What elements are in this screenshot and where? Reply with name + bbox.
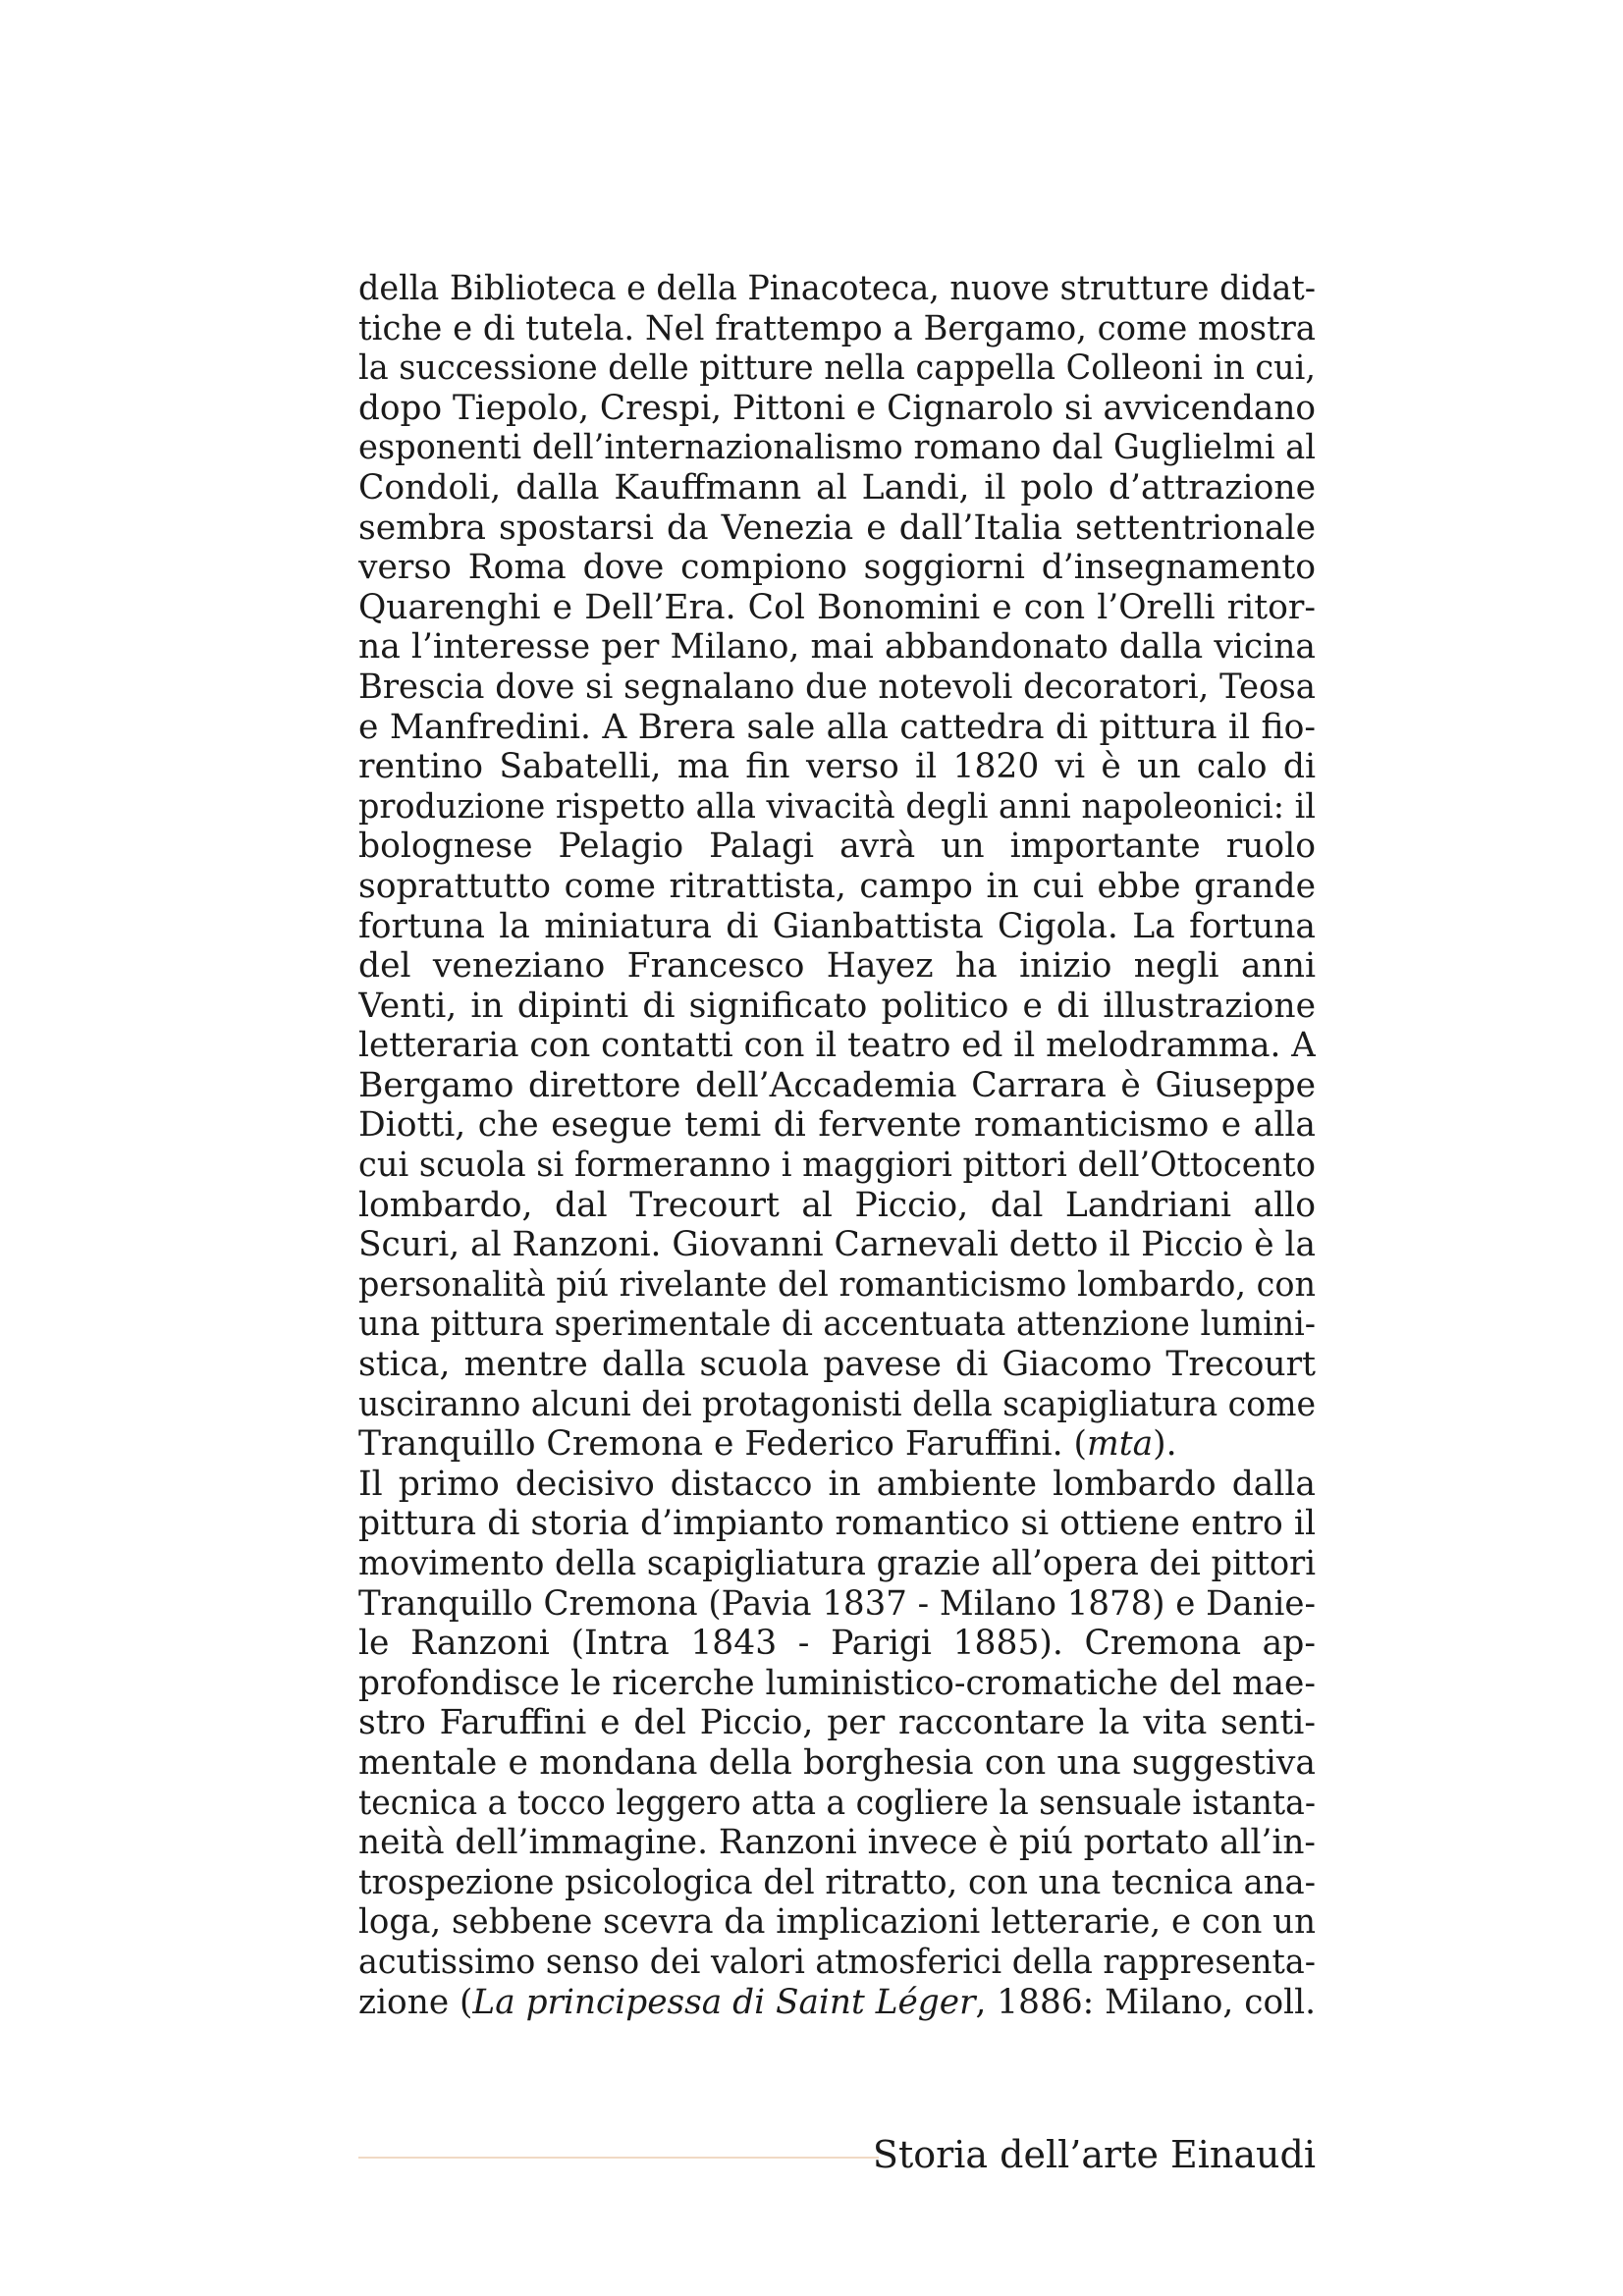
text-line (358, 907, 1316, 947)
text-line (358, 1265, 1316, 1306)
text-line (358, 1902, 1316, 1943)
text-segment: Tranquillo Cremona (Pavia 1837 - Milano 1878) e Danie- (358, 1583, 1316, 1624)
text-segment: una pittura sperimentale di accentuata attenzione lumini- (358, 1305, 1316, 1345)
text-segment: del veneziano Francesco Hayez ha inizio negli anni (358, 946, 1316, 987)
text-line (358, 1385, 1316, 1425)
text-line (358, 1544, 1316, 1584)
text-segment: letteraria con contatti con il teatro ed il melodramma. A (358, 1026, 1316, 1066)
text-segment: soprattutto come ritrattista, campo in cui ebbe grande (358, 866, 1316, 906)
text-segment: e Manfredini. A Brera sale alla cattedra di pittura il fio- (358, 707, 1316, 747)
text-line (358, 309, 1316, 349)
text-line (358, 1225, 1316, 1265)
text-line (358, 508, 1316, 549)
text-segment: fortuna la miniatura di Gianbattista Cigola. La fortuna (358, 906, 1316, 946)
text-segment: neità dell’immagine. Ranzoni invece è piú portato all’in- (358, 1823, 1316, 1863)
text-line (358, 747, 1316, 787)
text-line (358, 1186, 1316, 1226)
text-segment: rentino Sabatelli, ma fin verso il 1820 vi è un calo di (358, 747, 1316, 787)
text-segment: esponenti dell’internazionalismo romano dal Guglielmi al (358, 428, 1316, 468)
text-segment: tiche e di tutela. Nel frattempo a Bergamo, come mostra (358, 308, 1316, 348)
text-segment: zione ( (358, 1982, 473, 2022)
text-segment: Scuri, al Ranzoni. Giovanni Carnevali detto il Piccio è la (358, 1225, 1316, 1265)
text-segment: la successione delle pitture nella cappella Colleoni in cui, (358, 348, 1316, 389)
text-line (358, 627, 1316, 667)
footer-rule (358, 2157, 879, 2159)
text-segment: ). (1153, 1424, 1177, 1465)
text-line (358, 1305, 1316, 1345)
text-line (358, 867, 1316, 907)
text-segment: tecnica a tocco leggero atta a cogliere la sensuale istanta- (358, 1783, 1316, 1823)
text-segment: mentale e mondana della borghesia con una suggestiva (358, 1742, 1316, 1783)
text-line (358, 588, 1316, 628)
text-segment: usciranno alcuni dei protagonisti della scapigliatura come (358, 1384, 1316, 1424)
text-segment: personalità piú rivelante del romanticismo lombardo, con (358, 1264, 1316, 1305)
text-segment: na l’interesse per Milano, mai abbandonato dalla vicina (358, 627, 1316, 667)
text-segment: pittura di storia d’impianto romantico si ottiene entro il (358, 1504, 1316, 1544)
text-segment: lombardo, dal Trecourt al Piccio, dal Landriani allo (358, 1185, 1316, 1225)
text-segment: stro Faruffini e del Piccio, per raccontare la vita senti- (358, 1703, 1316, 1743)
text-segment: Brescia dove si segnalano due notevoli decoratori, Teosa (358, 667, 1316, 707)
text-segment: acutissimo senso dei valori atmosferici della rappresenta- (358, 1942, 1316, 1982)
text-line (358, 1863, 1316, 1903)
text-line (358, 348, 1316, 389)
text-segment: bolognese Pelagio Palagi avrà un importante ruolo (358, 827, 1316, 867)
text-line (358, 389, 1316, 429)
text-segment: Diotti, che esegue temi di fervente romanticismo e alla (358, 1105, 1316, 1146)
text-line (358, 1743, 1316, 1784)
text-segment: loga, sebbene scevra da implicazioni letterarie, e con un (358, 1902, 1316, 1943)
text-line (358, 548, 1316, 588)
text-segment: cui scuola si formeranno i maggiori pittori dell’Ottocento (358, 1146, 1316, 1186)
text-line (358, 1823, 1316, 1863)
text-line (358, 1066, 1316, 1106)
text-line (358, 1146, 1316, 1186)
text-segment: profondisce le ricerche luministico-cromatiche del mae- (358, 1663, 1316, 1703)
text-segment: Bergamo direttore dell’Accademia Carrara è Giuseppe (358, 1065, 1316, 1105)
text-segment: movimento della scapigliatura grazie all’opera dei pittori (358, 1544, 1316, 1583)
text-segment: , 1886: Milano, coll. (975, 1982, 1316, 2022)
page-footer (358, 2128, 1316, 2187)
text-line (358, 787, 1316, 828)
italic-text: La principessa di Saint Léger (472, 1982, 976, 2022)
text-line (358, 428, 1316, 468)
text-line (358, 468, 1316, 508)
text-line (358, 1983, 1316, 2023)
text-line (358, 1345, 1316, 1385)
text-segment: Condoli, dalla Kauffmann al Landi, il polo d’attrazione (358, 467, 1316, 507)
text-line (358, 1943, 1316, 1983)
text-line (358, 1784, 1316, 1824)
italic-text: mta (1087, 1424, 1154, 1465)
text-segment: le Ranzoni (Intra 1843 - Parigi 1885). Cremona ap- (358, 1624, 1316, 1664)
text-line (358, 1664, 1316, 1704)
text-line (358, 269, 1316, 309)
text-line (358, 1026, 1316, 1066)
text-segment: verso Roma dove compiono soggiorni d’insegnamento (358, 548, 1316, 588)
text-segment: dopo Tiepolo, Crespi, Pittoni e Cignarolo si avvicendano (358, 388, 1316, 428)
text-line (358, 1105, 1316, 1146)
text-segment: stica, mentre dalla scuola pavese di Giacomo Trecourt (358, 1345, 1316, 1385)
text-segment: Tranquillo Cremona e Federico Faruffini. ( (358, 1424, 1087, 1465)
footer-title: Storia dell’arte Einaudi (872, 2133, 1316, 2176)
text-line (358, 1465, 1316, 1505)
body-text (358, 269, 1316, 2022)
text-segment: produzione rispetto alla vivacità degli anni napoleonici: il (358, 786, 1316, 827)
text-segment: Il primo decisivo distacco in ambiente lombardo dalla (358, 1464, 1316, 1504)
text-line (358, 1624, 1316, 1664)
text-segment: sembra spostarsi da Venezia e dall’Italia settentrionale (358, 507, 1316, 548)
text-line (358, 987, 1316, 1027)
text-segment: Venti, in dipinti di significato politico e di illustrazione (358, 986, 1316, 1026)
text-segment: trospezione psicologica del ritratto, con una tecnica ana- (358, 1862, 1316, 1902)
text-line (358, 708, 1316, 748)
text-segment: Quarenghi e Dell’Era. Col Bonomini e con l’Orelli ritor- (358, 587, 1316, 627)
text-line (358, 667, 1316, 708)
text-segment: della Biblioteca e della Pinacoteca, nuove strutture didat- (358, 269, 1316, 308)
text-line (358, 946, 1316, 987)
text-line (358, 1504, 1316, 1544)
text-line (358, 1424, 1316, 1465)
text-line (358, 827, 1316, 867)
text-line (358, 1584, 1316, 1625)
text-line (358, 1703, 1316, 1743)
